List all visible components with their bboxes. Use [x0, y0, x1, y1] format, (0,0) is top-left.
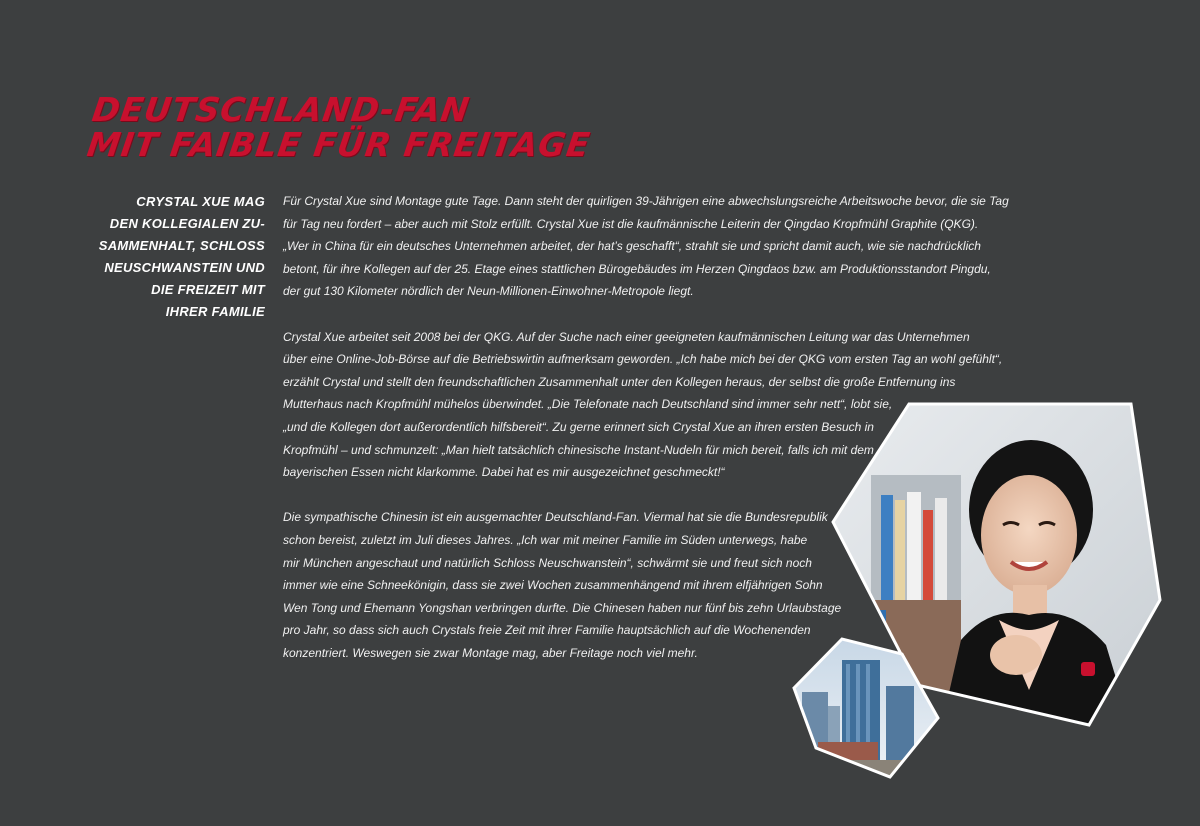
- building-photo: [792, 636, 940, 780]
- body-line: konzentriert. Weswegen sie zwar Montage mag, aber Freitage noch viel mehr.: [283, 645, 698, 660]
- sidebar-pullquote: [80, 191, 265, 323]
- body-line: Die sympathische Chinesin ist ein ausgemachter Deutschland-Fan. Viermal hat sie die Bundesrepublik: [283, 510, 828, 525]
- page-title: [85, 92, 715, 162]
- body-line: „und die Kollegen dort außerordentlich hilfsbereit“. Zu gerne erinnert sich Crystal Xue an ihren ersten Besuch in: [283, 419, 874, 434]
- pullquote-line: DIE FREIZEIT MIT: [151, 282, 265, 297]
- pullquote-line: IHRER FAMILIE: [165, 304, 265, 319]
- title-line-1: DEUTSCHLAND-FAN: [89, 90, 473, 129]
- pullquote-line: CRYSTAL XUE MAG: [136, 194, 265, 209]
- pullquote-line: SAMMENHALT, SCHLOSS: [98, 238, 265, 253]
- paragraph-1: [283, 190, 1013, 303]
- title-line-2: MIT FAIBLE FÜR FREITAGE: [84, 125, 593, 164]
- body-line: schon bereist, zuletzt im Juli dieses Jahres. „Ich war mit meiner Familie im Süden unterwegs, habe: [283, 532, 808, 547]
- pullquote-line: NEUSCHWANSTEIN UND: [104, 260, 265, 275]
- pullquote-line: DEN KOLLEGIALEN ZU-: [109, 216, 265, 231]
- body-line: mir München angeschaut und natürlich Schloss Neuschwanstein“, schwärmt sie und freut sich noch: [283, 555, 812, 570]
- body-line: Kropfmühl – und schmunzelt: „Man hielt tatsächlich chinesische Instant-Nudeln für mich bereit, falls ich mit dem: [283, 442, 874, 457]
- body-line: für Tag neu fordert – aber auch mit Stolz erfüllt. Crystal Xue ist die kaufmännische Leiterin der Qingdao Kropfmühl Graphite (QKG).: [283, 216, 979, 231]
- body-line: bayerischen Essen nicht klarkomme. Dabei hat es mir ausgezeichnet geschmeckt!“: [283, 465, 725, 480]
- body-line: immer wie eine Schneekönigin, dass sie zwei Wochen zusammenhängend mit ihrem elfjährigen Sohn: [283, 578, 823, 593]
- body-line: Für Crystal Xue sind Montage gute Tage. Dann steht der quirligen 39-Jährigen eine abwechslungsreiche Arbeitswoche bevor, die sie Tag: [283, 194, 1009, 208]
- body-line: „Wer in China für ein deutsches Unternehmen arbeitet, der hat’s geschafft“, strahlt sie und spricht damit auch, wie sie nachdrücklich: [283, 239, 981, 254]
- body-line: pro Jahr, so dass sich auch Crystals freie Zeit mit ihrer Familie hauptsächlich auf die Wochenenden: [283, 623, 811, 638]
- body-line: der gut 130 Kilometer nördlich der Neun-Millionen-Einwohner-Metropole liegt.: [283, 284, 694, 299]
- body-line: über eine Online-Job-Börse auf die Betriebswirtin aufmerksam geworden. „Ich habe mich bei der QKG vom ersten Tag an wohl gefühlt“,: [283, 352, 1003, 367]
- body-line: erzählt Crystal und stellt den freundschaftlichen Zusammenhalt unter den Kollegen heraus, der selbst die große Entfernung ins: [283, 374, 956, 389]
- body-line: Wen Tong und Ehemann Yongshan verbringen durfte. Die Chinesen haben nur fünf bis zehn Urlaubstage: [283, 600, 842, 615]
- body-line: Crystal Xue arbeitet seit 2008 bei der QKG. Auf der Suche nach einer geeigneten kaufmännischen Leitung war das Unternehmen: [283, 329, 970, 344]
- body-line: Mutterhaus nach Kropfmühl mühelos überwindet. „Die Telefonate nach Deutschland sind immer sehr nett“, lobt sie,: [283, 397, 893, 412]
- body-line: betont, für ihre Kollegen auf der 25. Etage eines stattlichen Bürogebäudes im Herzen Qingdaos bzw. am Produktionsstandort Pingdu,: [283, 261, 991, 276]
